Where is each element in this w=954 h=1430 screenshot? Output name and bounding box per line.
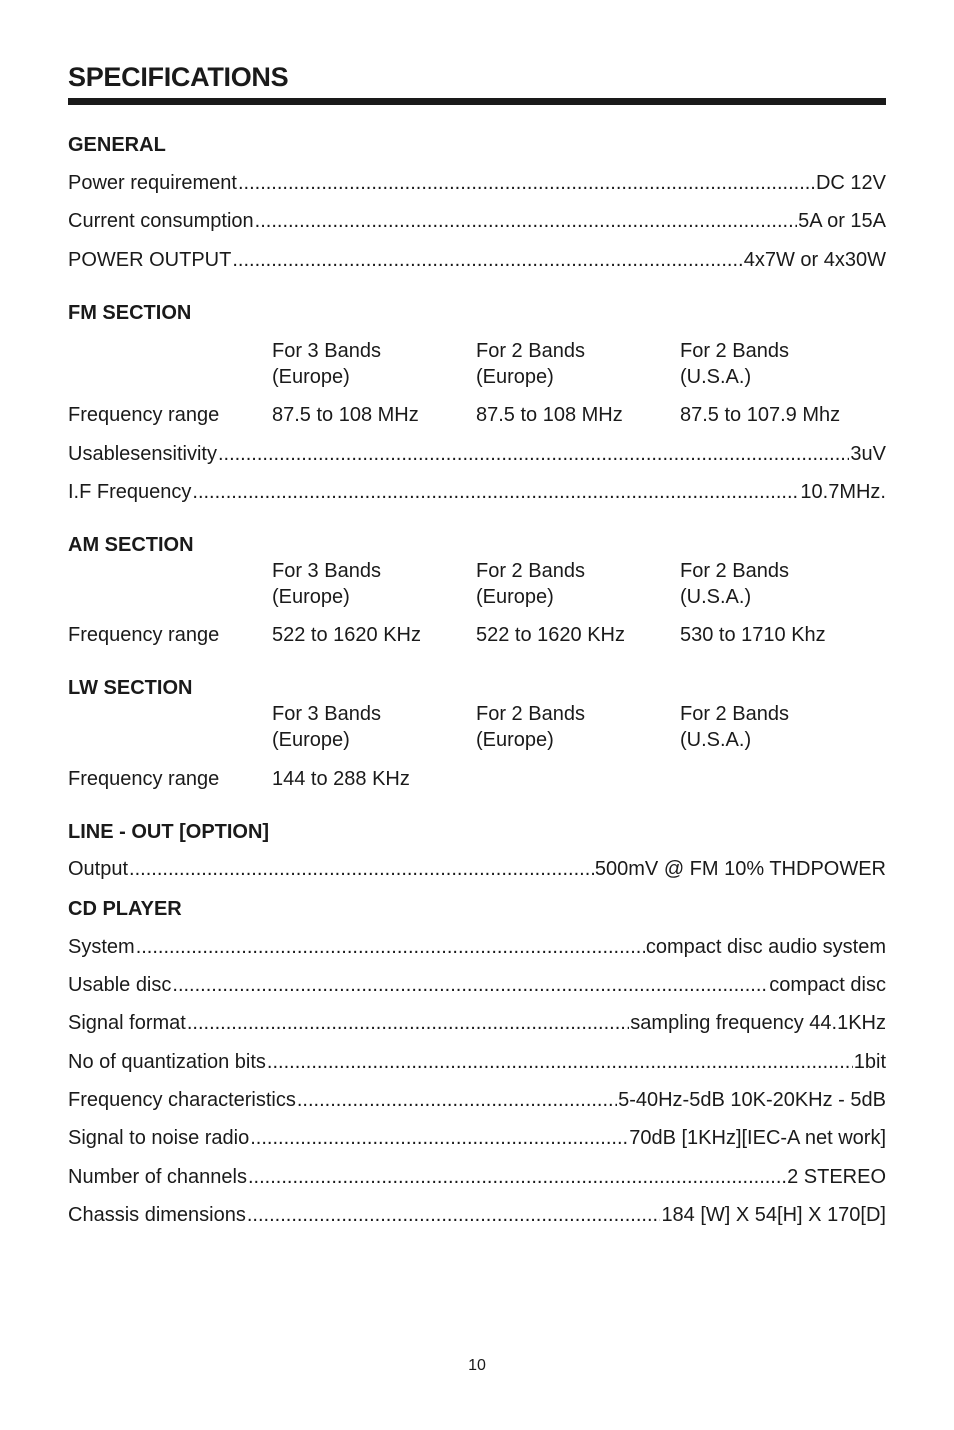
dot-leader [232, 247, 742, 273]
spec-row-frequency-characteristics [68, 1087, 886, 1113]
dot-leader [192, 479, 799, 505]
lw-heading: LW SECTION [68, 677, 193, 699]
spec-label: Frequency range [68, 624, 220, 646]
spec-value: 70dB [1KHz][IEC-A net work] [629, 1127, 886, 1149]
spec-value: 1bit [853, 1051, 886, 1073]
dot-leader [129, 856, 594, 882]
dot-leader [238, 170, 815, 196]
spec-row-system [68, 934, 886, 960]
spec-value: 530 to 1710 Khz [680, 624, 826, 646]
spec-label: Output [68, 858, 129, 880]
spec-row-if-frequency [68, 479, 886, 505]
spec-label: No of quantization bits [68, 1051, 266, 1073]
spec-value: DC 12V [815, 172, 886, 194]
spec-label: Frequency characteristics [68, 1089, 296, 1111]
dot-leader [218, 441, 849, 467]
spec-label: Usable disc [68, 974, 172, 996]
spec-label: Usablesensitivity [68, 443, 217, 465]
cd-heading: CD PLAYER [68, 898, 182, 920]
am-heading: AM SECTION [68, 534, 194, 556]
general-heading: GENERAL [68, 134, 166, 156]
spec-row-usable-disc [68, 972, 886, 998]
spec-label: Frequency range [68, 768, 220, 790]
spec-value: 87.5 to 108 MHz [272, 404, 419, 426]
band-header: For 2 Bands (U.S.A.) [680, 703, 789, 751]
dot-leader [187, 1010, 629, 1036]
spec-row-chassis-dimensions [68, 1202, 886, 1228]
spec-value: 144 to 288 KHz [272, 768, 410, 790]
spec-value: 184 [W] X 54[H] X 170[D] [661, 1204, 886, 1226]
spec-label: Power requirement [68, 172, 237, 194]
dot-leader [247, 1202, 661, 1228]
band-header: For 2 Bands (Europe) [476, 340, 585, 388]
band-header: For 2 Bands (Europe) [476, 703, 585, 751]
spec-row-output [68, 856, 886, 882]
dot-leader [136, 934, 645, 960]
spec-row-number-of-channels [68, 1164, 886, 1190]
spec-row-power-requirement [68, 170, 886, 196]
band-header: For 2 Bands (U.S.A.) [680, 340, 789, 388]
dot-leader [267, 1049, 853, 1075]
spec-value: 87.5 to 107.9 Mhz [680, 404, 841, 426]
fm-heading: FM SECTION [68, 302, 192, 324]
dot-leader [255, 208, 798, 234]
spec-value: compact disc [769, 974, 886, 996]
spec-label: System [68, 936, 135, 958]
spec-label: I.F Frequency [68, 481, 192, 503]
page-number: 10 [468, 1357, 486, 1374]
band-header: For 2 Bands (Europe) [476, 560, 585, 608]
fm-frequency-range-row [68, 402, 886, 428]
fm-band-headers [68, 338, 886, 390]
spec-row-usable-sensitivity [68, 441, 886, 467]
spec-value: 2 STEREO [787, 1166, 886, 1188]
spec-value: 5A or 15A [798, 210, 886, 232]
spec-row-quantization-bits [68, 1049, 886, 1075]
spec-value: 522 to 1620 KHz [272, 624, 421, 646]
spec-value: 87.5 to 108 MHz [476, 404, 623, 426]
spec-label: Frequency range [68, 404, 220, 426]
spec-value: 5-40Hz-5dB 10K-20KHz - 5dB [618, 1089, 886, 1111]
spec-value: sampling frequency 44.1KHz [630, 1012, 886, 1034]
spec-label: Signal format [68, 1012, 186, 1034]
spec-value: compact disc audio system [645, 936, 886, 958]
lw-band-headers [68, 701, 886, 753]
dot-leader [248, 1164, 786, 1190]
spec-value: 4x7W or 4x30W [743, 249, 886, 271]
spec-row-signal-format [68, 1010, 886, 1036]
spec-label: Current consumption [68, 210, 254, 232]
title-rule [68, 98, 886, 105]
spec-label: Number of channels [68, 1166, 247, 1188]
spec-row-signal-to-noise [68, 1125, 886, 1151]
dot-leader [297, 1087, 617, 1113]
spec-row-current-consumption [68, 208, 886, 234]
spec-label: Signal to noise radio [68, 1127, 250, 1149]
spec-value: 3uV [850, 443, 886, 465]
am-band-headers [68, 558, 886, 610]
dot-leader [172, 972, 768, 998]
band-header: For 3 Bands (Europe) [272, 560, 381, 608]
lw-frequency-range-row [68, 766, 886, 792]
spec-label: POWER OUTPUT [68, 249, 232, 271]
dot-leader [250, 1125, 628, 1151]
am-frequency-range-row [68, 622, 886, 648]
lineout-heading: LINE - OUT [OPTION] [68, 821, 270, 843]
spec-value: 10.7MHz. [800, 481, 886, 503]
band-header: For 3 Bands (Europe) [272, 340, 381, 388]
band-header: For 2 Bands (U.S.A.) [680, 560, 789, 608]
spec-label: Chassis dimensions [68, 1204, 246, 1226]
band-header: For 3 Bands (Europe) [272, 703, 381, 751]
spec-value: 500mV @ FM 10% THDPOWER [594, 858, 886, 880]
spec-value: 522 to 1620 KHz [476, 624, 625, 646]
spec-row-power-output [68, 247, 886, 273]
page-title: SPECIFICATIONS [68, 62, 289, 92]
